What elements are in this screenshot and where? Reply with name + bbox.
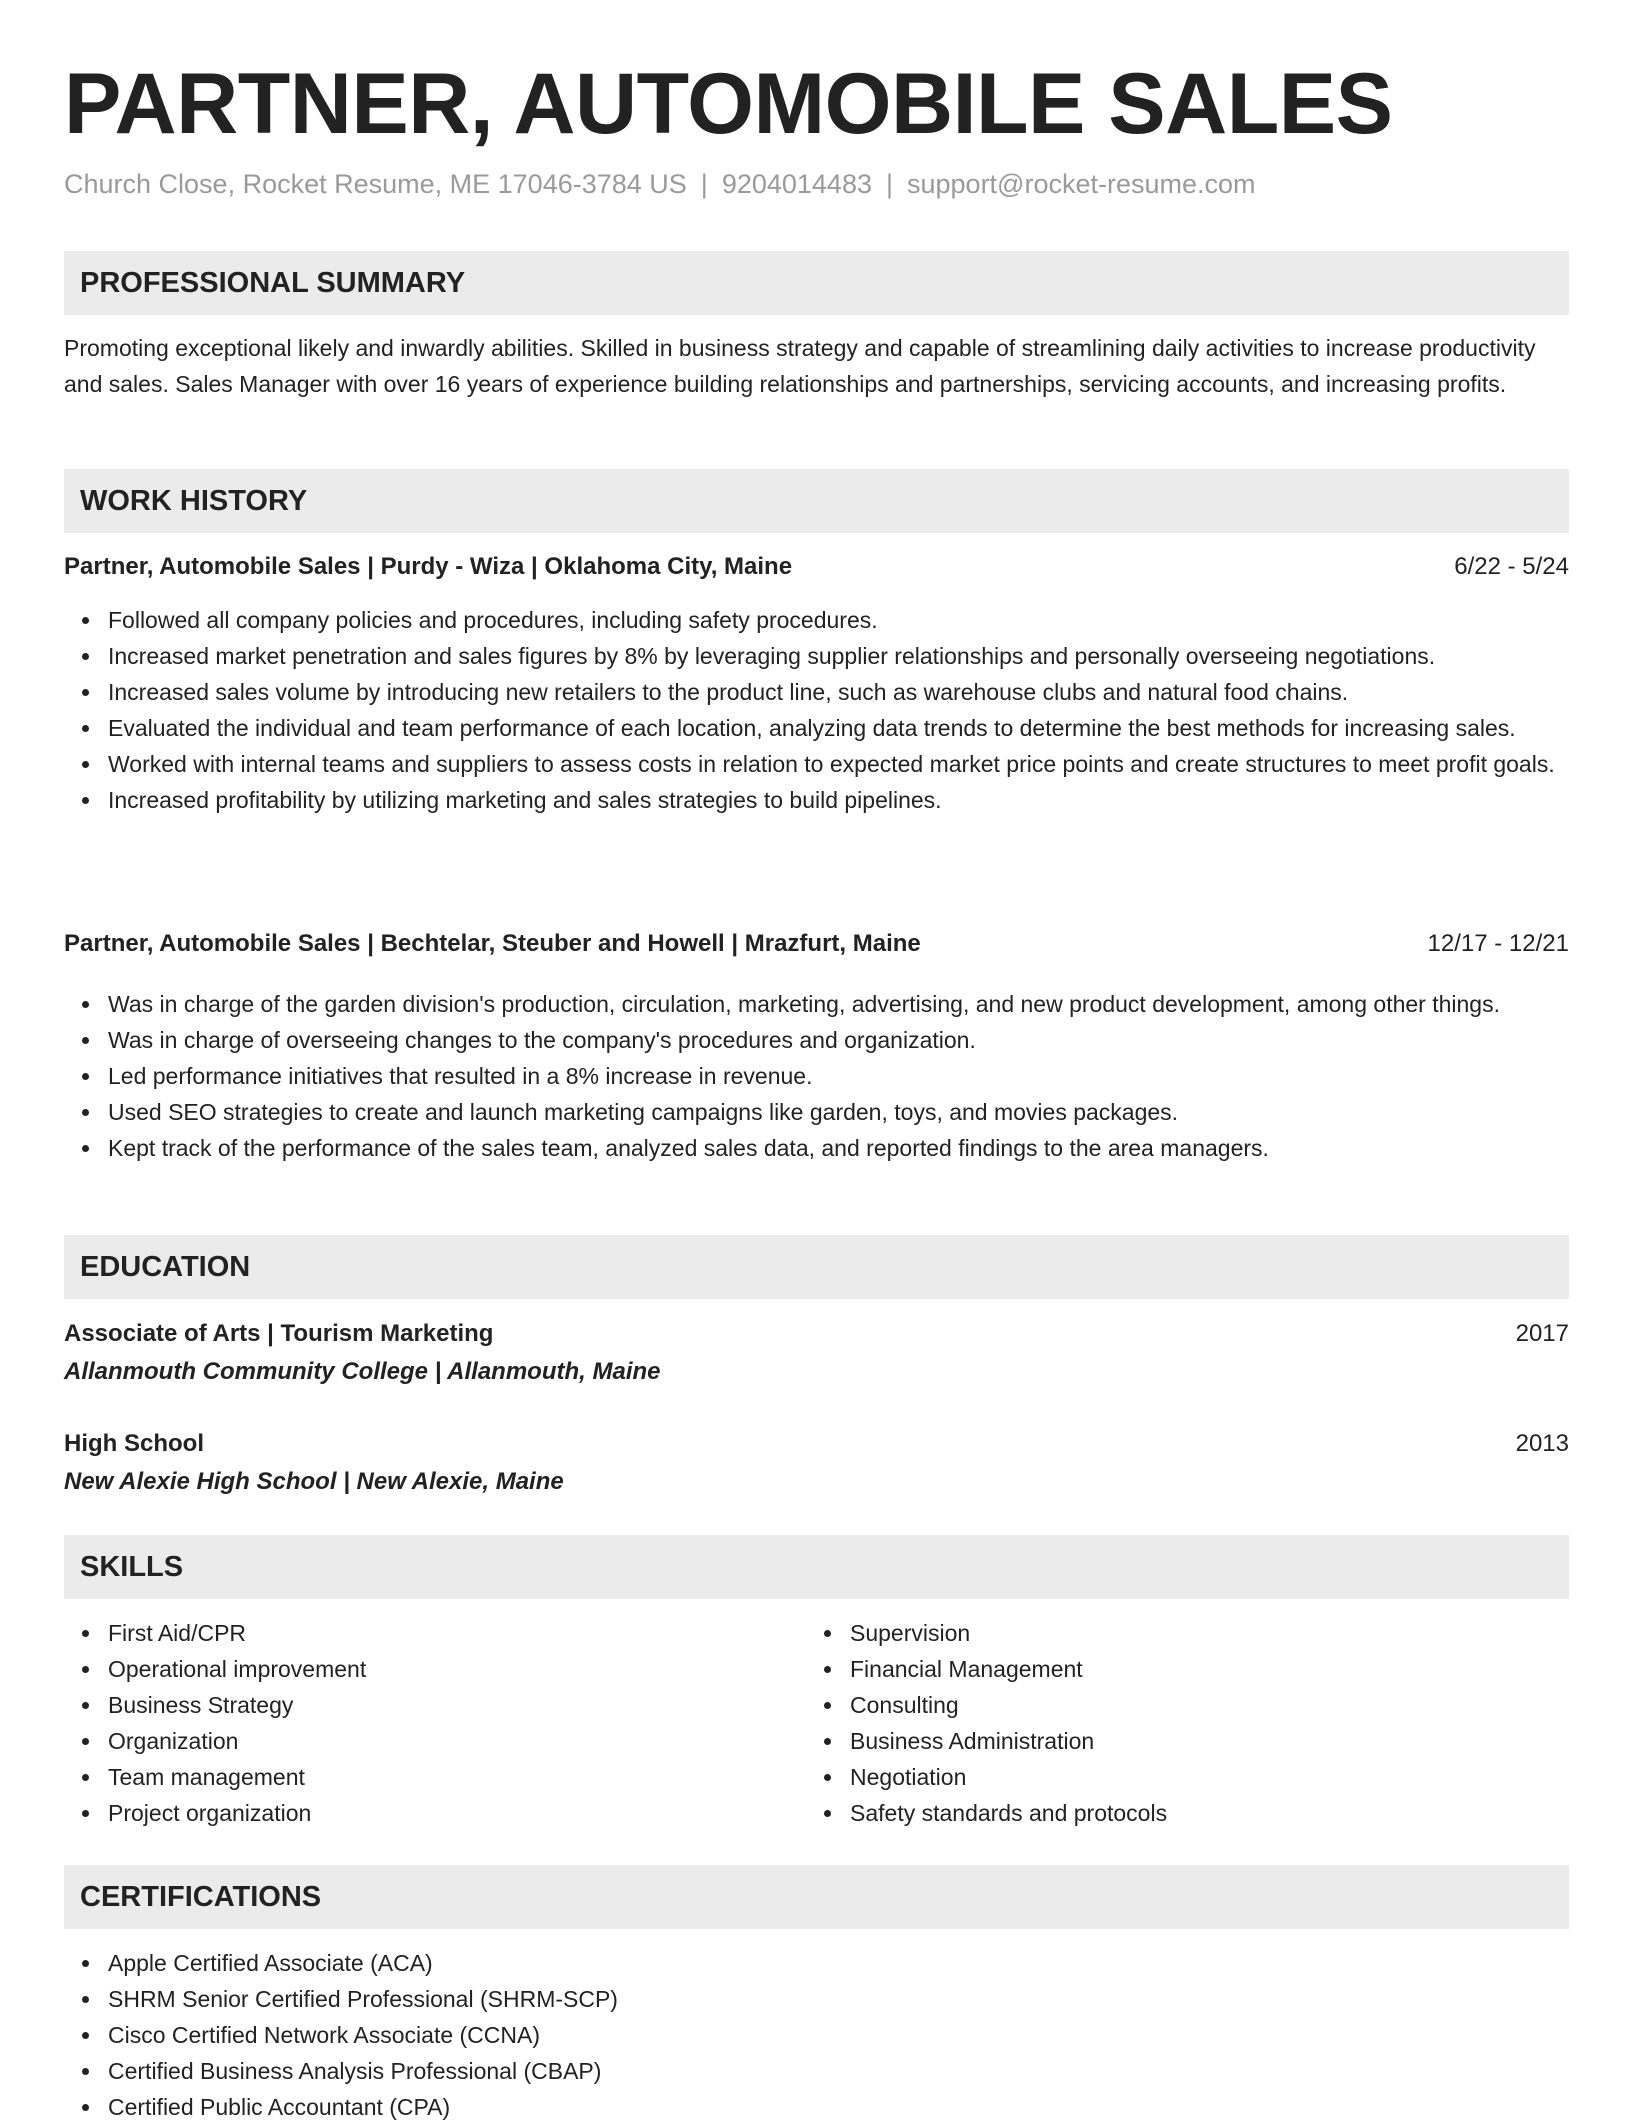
education-section-header [64,1235,1569,1299]
contact-email: support@rocket-resume.com [907,169,1256,199]
education-degree-row [64,1316,1569,1352]
certification-item: Certified Business Analysis Professional (CBAP) [108,2053,1569,2089]
job-bullet: Was in charge of overseeing changes to the company's procedures and organization. [108,1022,1569,1058]
education-year: 2013 [1515,1430,1569,1457]
work-section-title: WORK HISTORY [80,485,308,517]
skill-item: Negotiation [850,1759,1550,1795]
skill-item: Supervision [850,1615,1550,1651]
job-bullet: Followed all company policies and procedures, including safety procedures. [108,602,1569,638]
skill-item: Organization [108,1723,808,1759]
certification-item: Apple Certified Associate (ACA) [108,1945,1569,1981]
skills-section-header [64,1535,1569,1599]
job-title: Partner, Automobile Sales | Purdy - Wiza | Oklahoma City, Maine [64,553,793,580]
education-school: New Alexie High School | New Alexie, Maine [64,1468,564,1495]
job-bullet: Increased sales volume by introducing new retailers to the product line, such as warehouse clubs and natural food chains. [108,674,1569,710]
education-section-title: EDUCATION [80,1251,251,1283]
summary-section-header [64,251,1569,315]
skill-item: First Aid/CPR [108,1615,808,1651]
contact-line [64,166,1256,202]
certification-item: Cisco Certified Network Associate (CCNA) [108,2017,1569,2053]
skills-section-title: SKILLS [80,1551,184,1583]
education-degree-row [64,1426,1569,1462]
education-school: Allanmouth Community College | Allanmouth, Maine [64,1358,661,1385]
contact-separator: | [885,169,893,199]
job-heading-row [64,926,1569,962]
job-bullet: Used SEO strategies to create and launch marketing campaigns like garden, toys, and movies packages. [108,1094,1569,1130]
skill-item: Team management [108,1759,808,1795]
job-dates: 6/22 - 5/24 [1454,553,1569,580]
certification-item: SHRM Senior Certified Professional (SHRM-SCP) [108,1981,1569,2017]
job-heading-row [64,549,1569,585]
certifications-section-header [64,1865,1569,1929]
certification-item: Certified Public Accountant (CPA) [108,2089,1569,2125]
skill-item: Operational improvement [108,1651,808,1687]
education-degree: High School [64,1430,204,1457]
certifications-list [64,1945,1569,2125]
job-title: Partner, Automobile Sales | Bechtelar, Steuber and Howell | Mrazfurt, Maine [64,930,921,957]
job-bullet-list [64,602,1569,818]
summary-section-title: PROFESSIONAL SUMMARY [80,267,466,299]
education-degree: Associate of Arts | Tourism Marketing [64,1320,494,1347]
education-year: 2017 [1515,1320,1569,1347]
skill-item: Project organization [108,1795,808,1831]
work-section-header [64,469,1569,533]
job-dates: 12/17 - 12/21 [1427,930,1569,957]
summary-text: Promoting exceptional likely and inwardly abilities. Skilled in business strategy and capable of streamlining daily activities to increase productivity and sales. Sales Manager with over 16 years of experience building relationships and partnerships, servicing accounts, and increasing profits. [64,335,1536,397]
job-bullet: Was in charge of the garden division's production, circulation, marketing, advertising, and new product development, among other things. [108,986,1569,1022]
job-bullet: Increased profitability by utilizing marketing and sales strategies to build pipelines. [108,782,1569,818]
skill-item: Business Administration [850,1723,1550,1759]
contact-phone: 9204014483 [721,169,872,199]
job-bullet: Worked with internal teams and suppliers to assess costs in relation to expected market price points and create structures to meet profit goals. [108,746,1569,782]
skills-list-left [64,1615,808,1831]
job-bullet: Kept track of the performance of the sales team, analyzed sales data, and reported findings to the area managers. [108,1130,1569,1166]
skill-item: Consulting [850,1687,1550,1723]
certifications-section-title: CERTIFICATIONS [80,1881,322,1913]
skill-item: Safety standards and protocols [850,1795,1550,1831]
skill-item: Business Strategy [108,1687,808,1723]
job-bullet: Led performance initiatives that resulted in a 8% increase in revenue. [108,1058,1569,1094]
skills-list-right [806,1615,1550,1831]
contact-address: Church Close, Rocket Resume, ME 17046-3784 US [64,169,687,199]
job-bullet: Increased market penetration and sales figures by 8% by leveraging supplier relationships and personally overseeing negotiations. [108,638,1569,674]
contact-separator: | [700,169,708,199]
candidate-name: PARTNER, AUTOMOBILE SALES [64,56,1393,152]
job-bullet: Evaluated the individual and team performance of each location, analyzing data trends to determine the best methods for increasing sales. [108,710,1569,746]
job-bullet-list [64,986,1569,1166]
skill-item: Financial Management [850,1651,1550,1687]
